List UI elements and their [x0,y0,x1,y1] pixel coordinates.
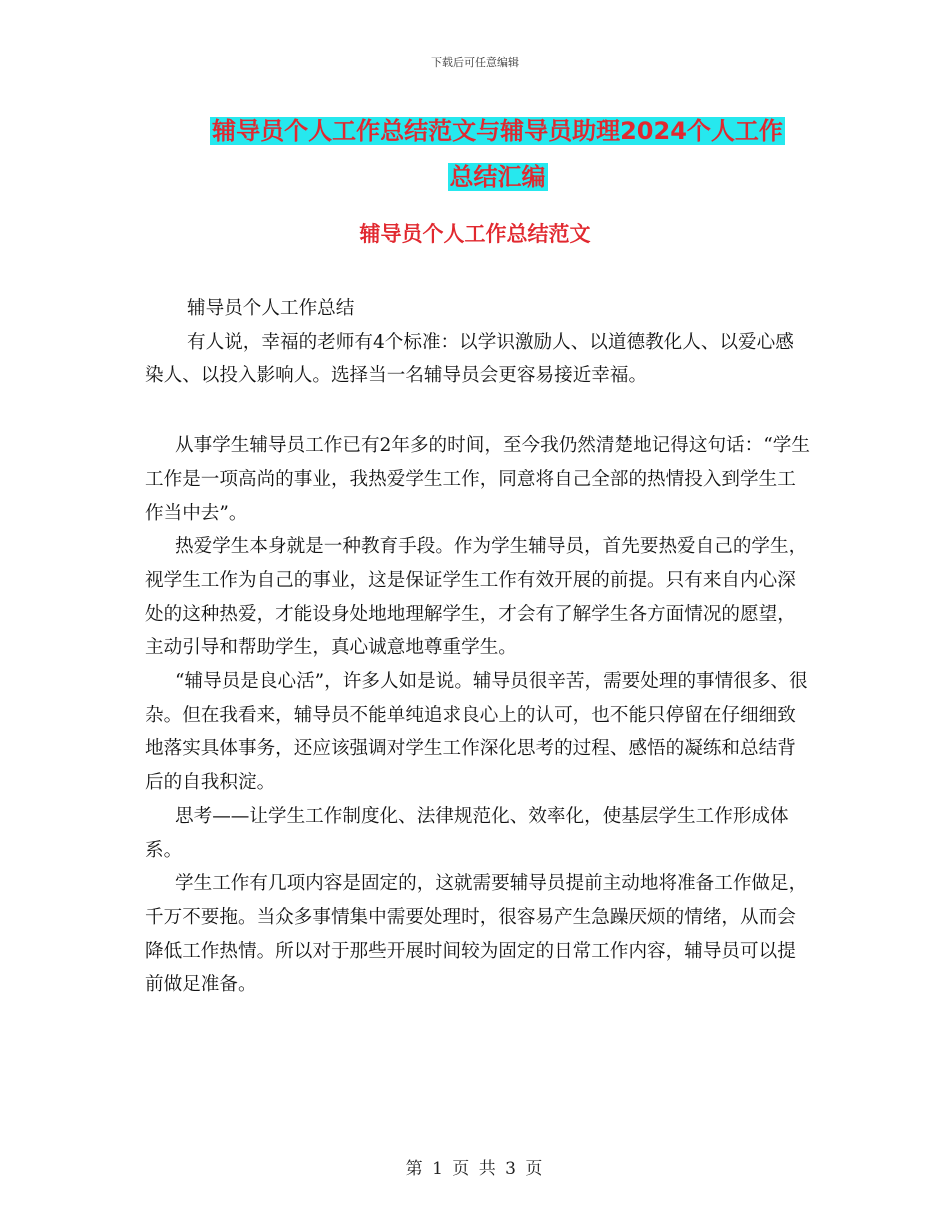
paragraph: 思考——让学生工作制度化、法律规范化、效率化，使基层学生工作形成体系。 [145,805,789,861]
paragraph: 学生工作有几项内容是固定的，这就需要辅导员提前主动地将准备工作做足，千万不要拖。当众多事情集中需要处理时，很容易产生急躁厌烦的情绪，从而会降低工作热情。所以对于那些开展时间较为固定的日常工作内容，辅导员可以提前做足准备。 [145,873,808,996]
section-title: 辅导员个人工作总结范文 [359,222,591,246]
paragraph: “辅导员是良心活”，许多人如是说。辅导员很辛苦，需要处理的事情很多、很杂。但在我看来，辅导员不能单纯追求良心上的认可，也不能只停留在仔细细致地落实具体事务，还应该强调对学生工作深化思考的过程、感悟的凝练和总结背后的自我积淀。 [145,671,808,794]
paragraph: 从事学生辅导员工作已有2年多的时间，至今我仍然清楚地记得这句话：“学生工作是一项高尚的事业，我热爱学生工作，同意将自己全部的热情投入到学生工作当中去”。 [145,435,810,524]
paragraph: 有人说，幸福的老师有4个标准：以学识激励人、以道德教化人、以爱心感染人、以投入影响人。选择当一名辅导员会更容易接近幸福。 [145,331,794,387]
header-note: 下载后可任意编辑 [431,56,519,69]
paragraph: 热爱学生本身就是一种教育手段。作为学生辅导员，首先要热爱自己的学生，视学生工作为自己的事业，这是保证学生工作有效开展的前提。只有来自内心深处的这种热爱，才能设身处地地理解学生，才会有了解学生各方面情况的愿望，主动引导和帮助学生，真心诚意地尊重学生。 [145,536,808,659]
document-title-line1: 辅导员个人工作总结范文与辅导员助理2024个人工作 [212,117,783,145]
page-footer: 第 1 页 共 3 页 [405,1159,545,1179]
document-title [185,108,810,200]
document-title-line2: 总结汇编 [449,163,546,191]
body-text [145,292,810,1002]
paragraph-subheading: 辅导员个人工作总结 [187,298,355,319]
